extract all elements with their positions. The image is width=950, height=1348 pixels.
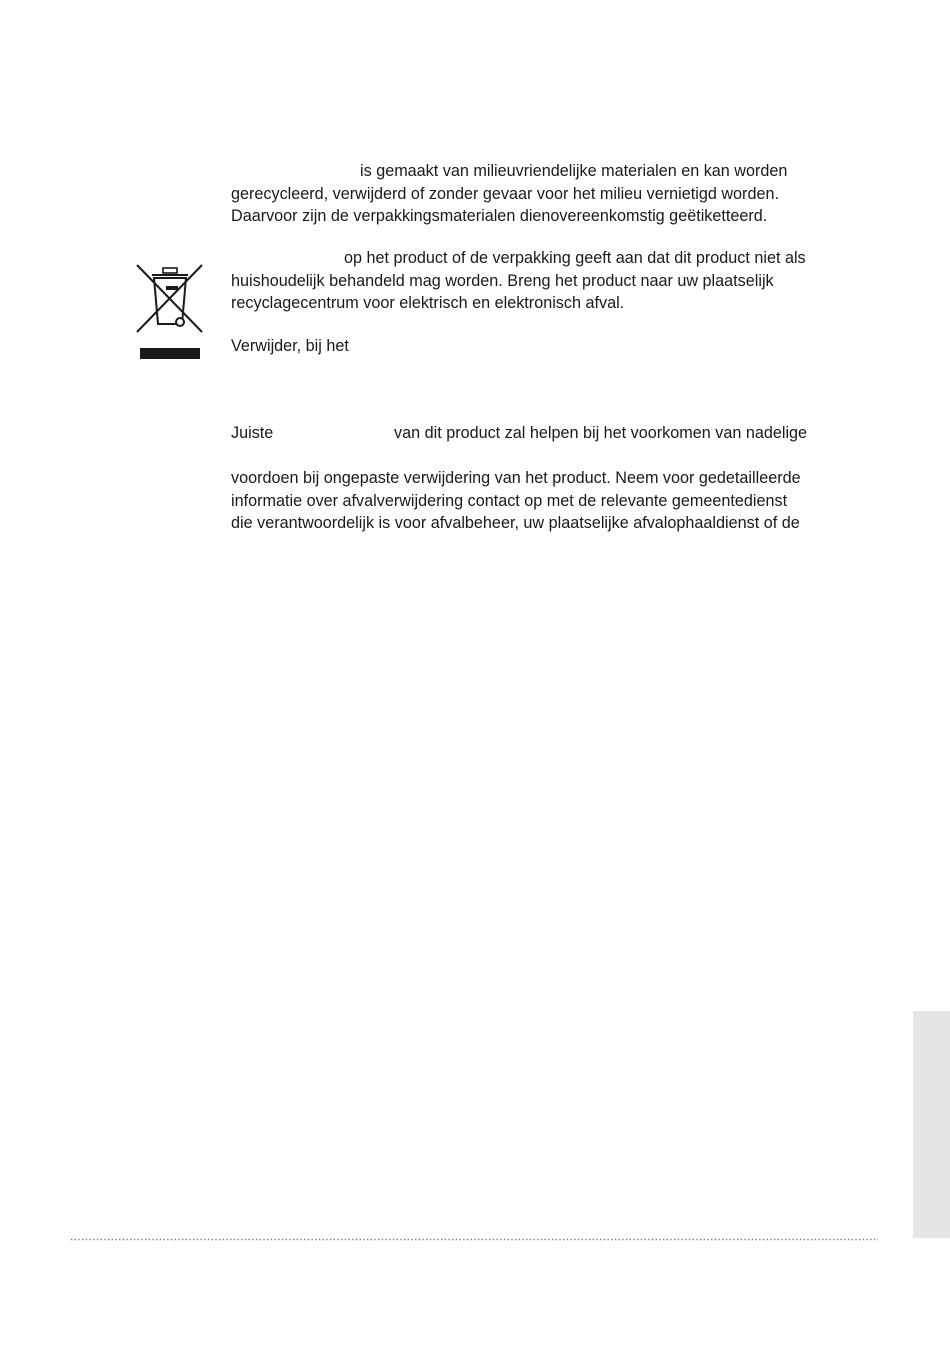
crossed-out-wheeled-bin-icon [134,262,206,362]
symbol-line-1: op het product of de verpakking geeft aan dat dit product niet als [344,249,806,267]
packaging-line-3: Daarvoor zijn de verpakkingsmaterialen dienovereenkomstig geëtiketteerd. [231,207,768,225]
symbol-line-3: recyclagecentrum voor elektrisch en elektronisch afval. [231,294,625,312]
proper-line-4: die verantwoordelijk is voor afvalbeheer, uw plaatselijke afvalophaaldienst of de [231,514,800,532]
packaging-paragraph [231,160,891,228]
proper-line-1b: van dit product zal helpen bij het voorkomen van nadelige [394,424,808,442]
symbol-line-2: huishoudelijk behandeld mag worden. Breng het product naar uw plaatselijk [231,271,774,290]
packaging-line-1: is gemaakt van milieuvriendelijke materialen en kan worden [360,162,788,180]
dotted-divider [70,1238,878,1241]
proper-disposal-paragraph [231,422,891,535]
disposal-paragraph [231,335,891,358]
proper-line-3: informatie over afvalverwijdering contact op met de relevante gemeentedienst [231,491,788,510]
proper-line-1a: Juiste [231,424,274,442]
packaging-line-2: gerecycleerd, verwijderd of zonder gevaar voor het milieu vernietigd worden. [231,184,779,203]
symbol-paragraph [231,247,891,315]
proper-line-2: voordoen bij ongepaste verwijdering van het product. Neem voor gedetailleerde [231,469,801,487]
disposal-line-1: Verwijder, bij het [231,337,349,355]
side-tab [913,1011,950,1238]
